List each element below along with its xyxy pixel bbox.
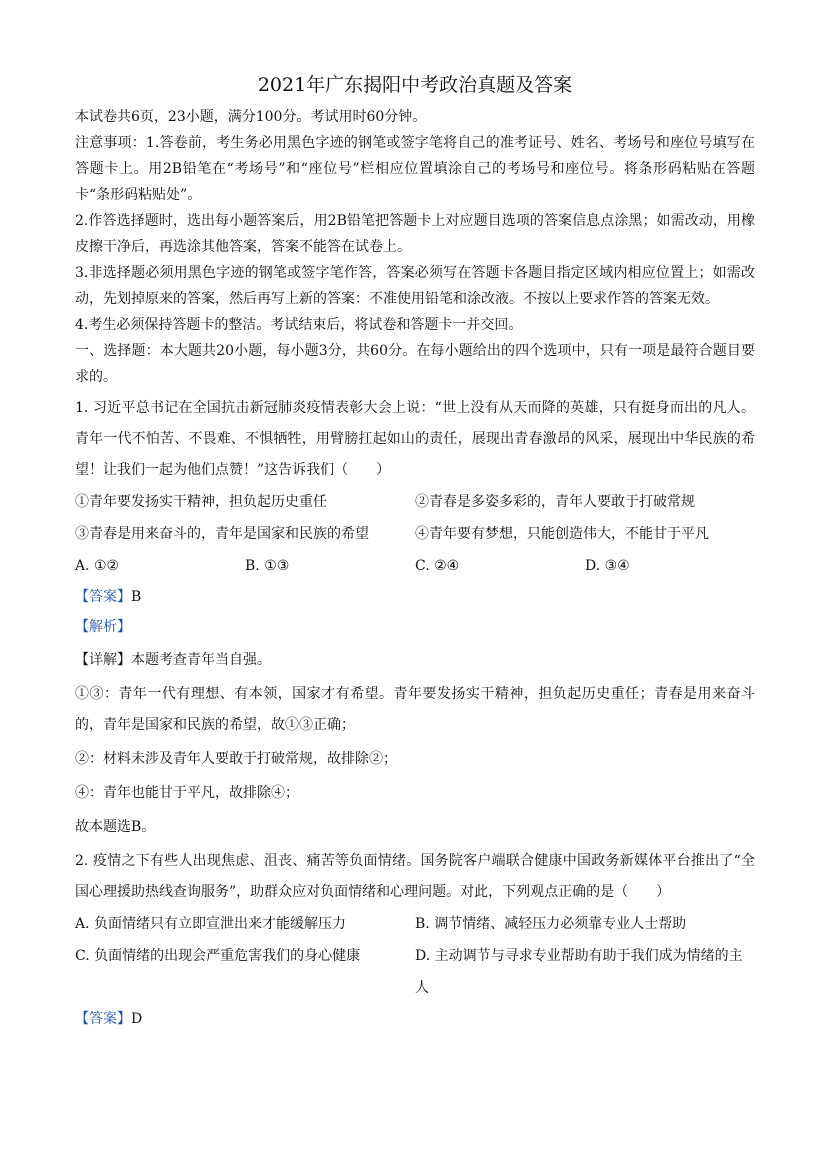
q1-answer	[75, 582, 755, 612]
page-title: 2021年广东揭阳中考政治真题及答案	[257, 74, 573, 96]
analysis-tag: 【解析】	[75, 619, 131, 635]
q1-option-c: C. ②④	[415, 558, 460, 574]
answer-value: D	[131, 1011, 143, 1027]
note-1: 注意事项：1.答卷前，考生务必用黑色字迹的钢笔或签字笔将自己的准考证号、姓名、考场号和座位号填写在答题卡上。用2B铅笔在“考场号”和“座位号”栏相应位置填涂自己的考场号和座位号。将条形码粘贴在答题卡“条形码粘贴处”。	[75, 135, 755, 203]
q1-options-row	[75, 550, 755, 582]
q1-explanation-1: ①③：青年一代有理想、有本领，国家才有希望。青年要发扬实干精神，担负起历史重任；青春是用来奋斗的，青年是国家和民族的希望，故①③正确；	[75, 686, 755, 733]
q2-option-b: B. 调节情绪、减轻压力必须靠专业人士帮助	[415, 916, 687, 932]
q1-option-b: B. ①③	[245, 558, 290, 574]
q2-option-c: C. 负面情绪的出现会严重危害我们的身心健康	[75, 948, 361, 964]
q1-conclusion: 故本题选B。	[75, 819, 156, 835]
q1-statement-3: ③青春是用来奋斗的，青年是国家和民族的希望	[75, 526, 369, 542]
note-2: 2.作答选择题时，选出每小题答案后，用2B铅笔把答题卡上对应题目选项的答案信息点涂黑；如需改动，用橡皮擦干净后，再选涂其他答案，答案不能答在试卷上。	[75, 213, 755, 255]
q2-option-d: D. 主动调节与寻求专业帮助有助于我们成为情绪的主人	[415, 948, 743, 996]
q1-statements-row-1	[75, 486, 755, 518]
q1-statement-1: ①青年要发扬实干精神，担负起历史重任	[75, 494, 327, 510]
q1-detail: 【详解】本题考查青年当自强。	[75, 652, 271, 668]
q1-analysis	[75, 612, 755, 642]
question-2-stem: 2. 疫情之下有些人出现焦虑、沮丧、痛苦等负面情绪。国务院客户端联合健康中国政务新媒体平台推出了“全国心理援助热线查询服务”，助群众应对负面情绪和心理问题。对此，下列观点正确的是（ ）	[75, 853, 755, 900]
answer-value: B	[131, 589, 142, 605]
q1-statements-row-2	[75, 518, 755, 550]
q1-explanation-2: ②：材料未涉及青年人要敢于打破常规，故排除②；	[75, 751, 397, 767]
section-heading: 一、选择题：本大题共20小题，每小题3分，共60分。在每小题给出的四个选项中，只有一项是最符合题目要求的。	[75, 343, 755, 385]
answer-tag: 【答案】	[75, 589, 131, 605]
q2-option-a: A. 负面情绪只有立即宣泄出来才能缓解压力	[75, 916, 347, 932]
q1-option-a: A. ①②	[75, 558, 120, 574]
exam-intro: 本试卷共6页，23小题，满分100分。考试用时60分钟。	[75, 109, 427, 125]
q1-explanation-3: ④：青年也能甘于平凡，故排除④；	[75, 785, 299, 801]
q2-answer	[75, 1004, 755, 1034]
note-3: 3.非选择题必须用黑色字迹的钢笔或签字笔作答，答案必须写在答题卡各题目指定区域内相应位置上；如需改动，先划掉原来的答案，然后再写上新的答案：不准使用铅笔和涂改液。不按以上要求作答的答案无效。	[75, 265, 755, 307]
exam-page	[75, 70, 755, 1034]
note-4: 4.考生必须保持答题卡的整洁。考试结束后，将试卷和答题卡一并交回。	[75, 317, 523, 333]
q1-statement-4: ④青年要有梦想，只能创造伟大，不能甘于平凡	[415, 526, 709, 542]
q2-options-row-2	[75, 940, 755, 1004]
answer-tag: 【答案】	[75, 1011, 131, 1027]
question-1-stem: 1. 习近平总书记在全国抗击新冠肺炎疫情表彰大会上说：“世上没有从天而降的英雄，只有挺身而出的凡人。青年一代不怕苦、不畏难、不惧牺牲，用臂膀扛起如山的责任，展现出青春激昂的风采，展现出中华民族的希望！让我们一起为他们点赞！”这告诉我们（ ）	[75, 400, 755, 478]
q1-statement-2: ②青春是多姿多彩的，青年人要敢于打破常规	[415, 494, 695, 510]
q2-options-row-1	[75, 908, 755, 940]
q1-option-d: D. ③④	[585, 558, 630, 574]
